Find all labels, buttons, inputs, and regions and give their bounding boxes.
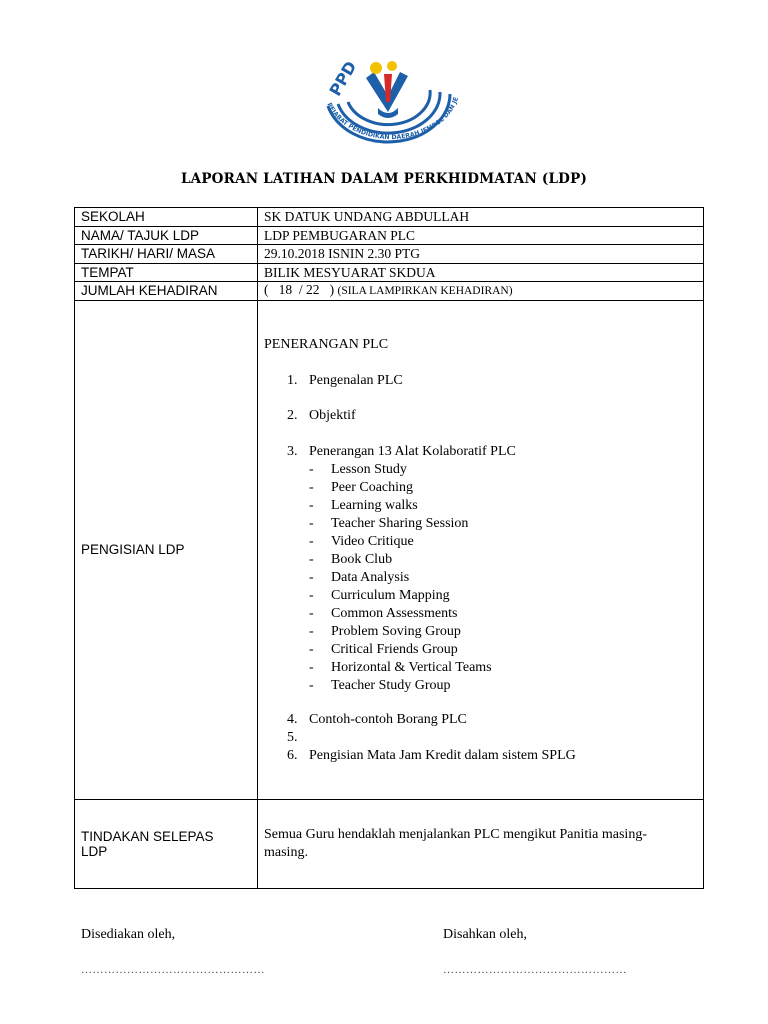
sub-item: - Teacher Sharing Session (309, 515, 469, 531)
item-number: 3. (287, 443, 298, 459)
sub-list (309, 461, 492, 695)
row-tempat (75, 263, 704, 282)
item-text: Pengenalan PLC (309, 372, 403, 388)
item-number: 2. (287, 407, 298, 423)
item-text: Pengisian Mata Jam Kredit dalam sistem SPLG (309, 747, 576, 763)
sub-item: - Critical Friends Group (309, 641, 458, 657)
value-kehadiran (258, 282, 704, 301)
value-sekolah: SK DATUK UNDANG ABDULLAH (258, 208, 704, 227)
prepared-signature-line: ………………………………………… (81, 964, 265, 976)
sub-item: - Data Analysis (309, 569, 410, 585)
approved-signature-line: ………………………………………… (443, 964, 627, 976)
ppd-logo (308, 56, 466, 160)
row-tarikh (75, 245, 704, 264)
sub-item: - Peer Coaching (309, 479, 414, 495)
approved-by-label: Disahkan oleh, (443, 927, 527, 942)
list-item (287, 729, 309, 747)
row-kehadiran (75, 282, 704, 301)
sub-item: - Teacher Study Group (309, 677, 451, 693)
label-tarikh: TARIKH/ HARI/ MASA (75, 245, 258, 264)
ppd-emblem (308, 56, 466, 160)
item-number: 6. (287, 747, 298, 763)
label-sekolah: SEKOLAH (75, 208, 258, 227)
value-tindakan: Semua Guru hendaklah menjalankan PLC mengikut Panitia masing-masing. (258, 799, 704, 888)
value-tarikh: 29.10.2018 ISNIN 2.30 PTG (258, 245, 704, 264)
list-item (287, 443, 516, 461)
pengisian-heading: PENERANGAN PLC (264, 336, 389, 352)
label-kehadiran: JUMLAH KEHADIRAN (75, 282, 258, 301)
item-text: Objektif (309, 407, 356, 423)
pengisian-content (258, 300, 704, 799)
sub-item: - Problem Soving Group (309, 623, 461, 639)
report-table (74, 207, 704, 889)
sub-item: - Horizontal & Vertical Teams (309, 659, 492, 675)
label-tempat: TEMPAT (75, 263, 258, 282)
label-pengisian: PENGISIAN LDP (75, 300, 258, 799)
sub-item: - Book Club (309, 551, 393, 567)
attendance-count: ( 18 / 22 ) (264, 282, 335, 298)
list-item (287, 407, 356, 425)
label-nama-tajuk: NAMA/ TAJUK LDP (75, 226, 258, 245)
list-item (287, 747, 576, 765)
row-sekolah (75, 208, 704, 227)
list-item (287, 372, 403, 390)
sub-item: - Curriculum Mapping (309, 587, 450, 603)
sub-item: - Lesson Study (309, 461, 407, 477)
row-nama-tajuk (75, 226, 704, 245)
logo-text: PPD (325, 57, 361, 100)
item-number: 5. (287, 729, 298, 745)
sub-item: - Video Critique (309, 533, 414, 549)
prepared-by-label: Disediakan oleh, (81, 927, 176, 942)
item-number: 1. (287, 372, 298, 388)
item-text: Contoh-contoh Borang PLC (309, 711, 467, 727)
logo-arc-text: PEJABAT PENDIDIKAN DAERAH JEMPOL DAN JE (325, 96, 460, 142)
item-number: 4. (287, 711, 298, 727)
value-nama-tajuk: LDP PEMBUGARAN PLC (258, 226, 704, 245)
row-tindakan (75, 799, 704, 888)
attendance-note: (SILA LAMPIRKAN KEHADIRAN) (337, 285, 513, 298)
page-title: LAPORAN LATIHAN DALAM PERKHIDMATAN (LDP) (180, 171, 588, 187)
sub-item: - Common Assessments (309, 605, 458, 621)
sub-item: - Learning walks (309, 497, 418, 513)
value-tempat: BILIK MESYUARAT SKDUA (258, 263, 704, 282)
item-text: Penerangan 13 Alat Kolaboratif PLC (309, 443, 516, 459)
list-item (287, 711, 467, 729)
label-tindakan: TINDAKAN SELEPAS LDP (75, 799, 258, 888)
row-pengisian (75, 300, 704, 799)
